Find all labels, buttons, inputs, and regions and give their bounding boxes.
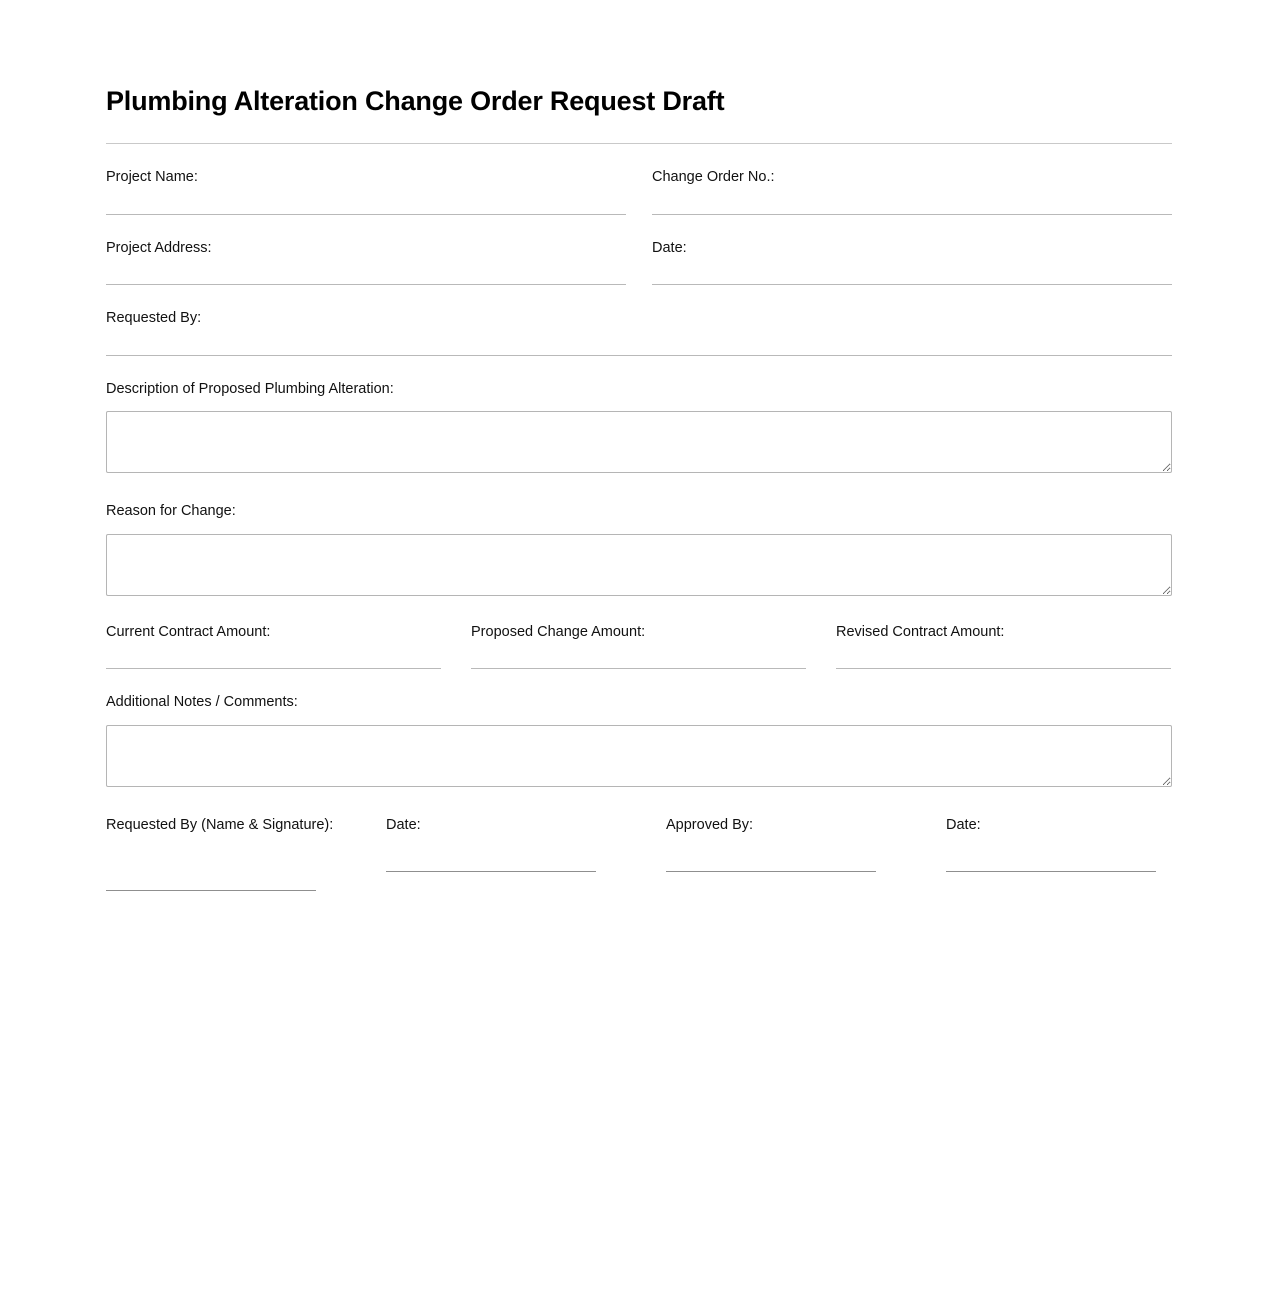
requested-by-label: Requested By: (106, 310, 202, 327)
requested-by-date-label: Date: (386, 816, 421, 833)
approved-by-date-input[interactable] (946, 871, 1156, 872)
requested-by-input[interactable] (106, 355, 1172, 356)
change-order-no-label: Change Order No.: (652, 169, 775, 186)
row-project-name-change-order (106, 144, 1172, 215)
proposed-change-amount-label: Proposed Change Amount: (471, 623, 646, 640)
field-additional-notes (106, 669, 1172, 792)
row-project-address-date (106, 215, 1172, 286)
additional-notes-label: Additional Notes / Comments: (106, 694, 298, 711)
project-address-label: Project Address: (106, 239, 212, 256)
requested-by-signature-input[interactable] (106, 890, 316, 891)
field-date (652, 215, 1172, 286)
field-proposed-change-amount (471, 623, 806, 670)
field-approved-by (666, 816, 946, 891)
field-project-address (106, 215, 626, 286)
row-requested-by (106, 285, 1172, 356)
field-requested-by-signature (106, 816, 386, 891)
field-reason-for-change (106, 478, 1172, 601)
requested-by-signature-label: Requested By (Name & Signature): (106, 816, 334, 833)
field-project-name (106, 144, 626, 215)
field-requested-by (106, 285, 1172, 356)
page-title: Plumbing Alteration Change Order Request Draft (106, 86, 725, 116)
description-label: Description of Proposed Plumbing Alteration: (106, 380, 394, 397)
revised-contract-amount-label: Revised Contract Amount: (836, 623, 1005, 640)
field-current-contract-amount (106, 623, 441, 670)
reason-for-change-textarea[interactable] (106, 534, 1172, 596)
row-signatures (106, 792, 1172, 891)
current-contract-amount-label: Current Contract Amount: (106, 623, 271, 640)
approved-by-label: Approved By: (666, 816, 754, 833)
project-name-label: Project Name: (106, 169, 198, 186)
current-contract-amount-input[interactable] (106, 668, 441, 669)
field-approved-by-date (946, 816, 1172, 891)
approved-by-date-label: Date: (946, 816, 981, 833)
field-revised-contract-amount (836, 623, 1171, 670)
field-change-order-no (652, 144, 1172, 215)
proposed-change-amount-input[interactable] (471, 668, 806, 669)
revised-contract-amount-input[interactable] (836, 668, 1171, 669)
field-description (106, 356, 1172, 479)
row-amounts (106, 601, 1172, 670)
field-requested-by-date (386, 816, 666, 891)
requested-by-date-input[interactable] (386, 871, 596, 872)
date-label: Date: (652, 239, 687, 256)
approved-by-input[interactable] (666, 871, 876, 872)
description-textarea[interactable] (106, 411, 1172, 473)
additional-notes-textarea[interactable] (106, 725, 1172, 787)
reason-for-change-label: Reason for Change: (106, 503, 236, 520)
